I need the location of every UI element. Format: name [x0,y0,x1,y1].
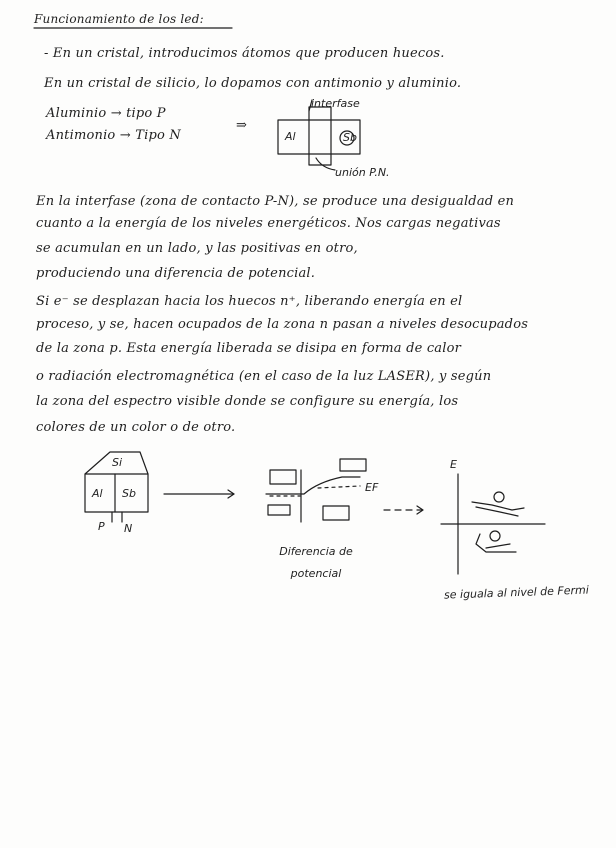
paragraph1-line2: En un cristal de silicio, lo dopamos con antimonio y aluminio. [44,76,462,91]
junction-block [278,120,360,154]
upper-band-2 [476,507,518,516]
band-box-4 [323,506,349,520]
house-left-label: Al [92,487,103,500]
lower-band-2 [486,544,510,548]
paragraph2-line4: produciendo una diferencia de potencial. [36,266,316,281]
paragraph1-line3: Aluminio → tipo P [46,106,166,121]
band-box-3 [268,505,290,515]
block-right-label: Sb [343,131,357,144]
band-diagram [266,459,366,522]
paragraph2-line3: se acumulan en un lado, y las positivas en otro, [36,241,358,256]
paragraph3-line5: la zona del espectro visible donde se configure su energía, los [36,394,459,409]
paragraph3-line2: proceso, y se, hacen ocupados de la zona n pasan a niveles desocupados [36,317,529,332]
house-bottom-right-label: N [124,522,133,535]
band-box-1 [270,470,296,484]
fermi-level-label: EF [365,481,379,494]
lower-band [476,534,516,552]
paragraph3-line1: Si e⁻ se desplazan hacia los huecos n⁺, liberando energía en el [36,294,463,309]
interface-strip [309,107,331,165]
fermi-dots-right [318,486,360,488]
potential-difference-caption: Diferencia de potencial [279,545,353,580]
sb-circle [340,131,354,145]
union-label: unión P.N. [335,166,390,179]
paragraph1-line1: - En un cristal, introducimos átomos que producen huecos. [44,46,445,61]
paragraph3-line3: de la zona p. Esta energía liberada se disipa en forma de calor [36,341,462,356]
paragraph2-line1: En la interfase (zona de contacto P-N), se produce una desigualdad en [36,194,515,209]
equivalence-sign: ⇒ [236,118,248,133]
paragraph3-line6: colores de un color o de otro. [36,420,236,435]
house-right-label: Sb [122,487,136,500]
house-top-label: Si [112,456,123,469]
interface-label: interfase [311,97,360,110]
interface-pointer [309,100,312,111]
pn-junction-diagram [278,100,360,170]
plus-circle [490,531,500,541]
band-box-2 [340,459,366,471]
union-pointer [316,158,335,170]
block-left-label: Al [285,130,296,143]
paragraph1-line4: Antimonio → Tipo N [46,128,181,143]
energy-axis-label: E [450,458,457,471]
paragraph2-line2: cuanto a la energía de los niveles energéticos. Nos cargas negativas [36,216,501,231]
energy-diagram [441,474,545,574]
fermi-note: se iguala al nivel de Fermi [443,583,589,602]
paragraph3-line4: o radiación electromagnética (en el caso de la luz LASER), y según [36,369,492,384]
minus-circle [494,492,504,502]
page-heading: Funcionamiento de los led: [34,12,204,26]
house-bottom-left-label: P [98,520,105,533]
band-curve [266,477,360,494]
upper-band [472,502,524,510]
